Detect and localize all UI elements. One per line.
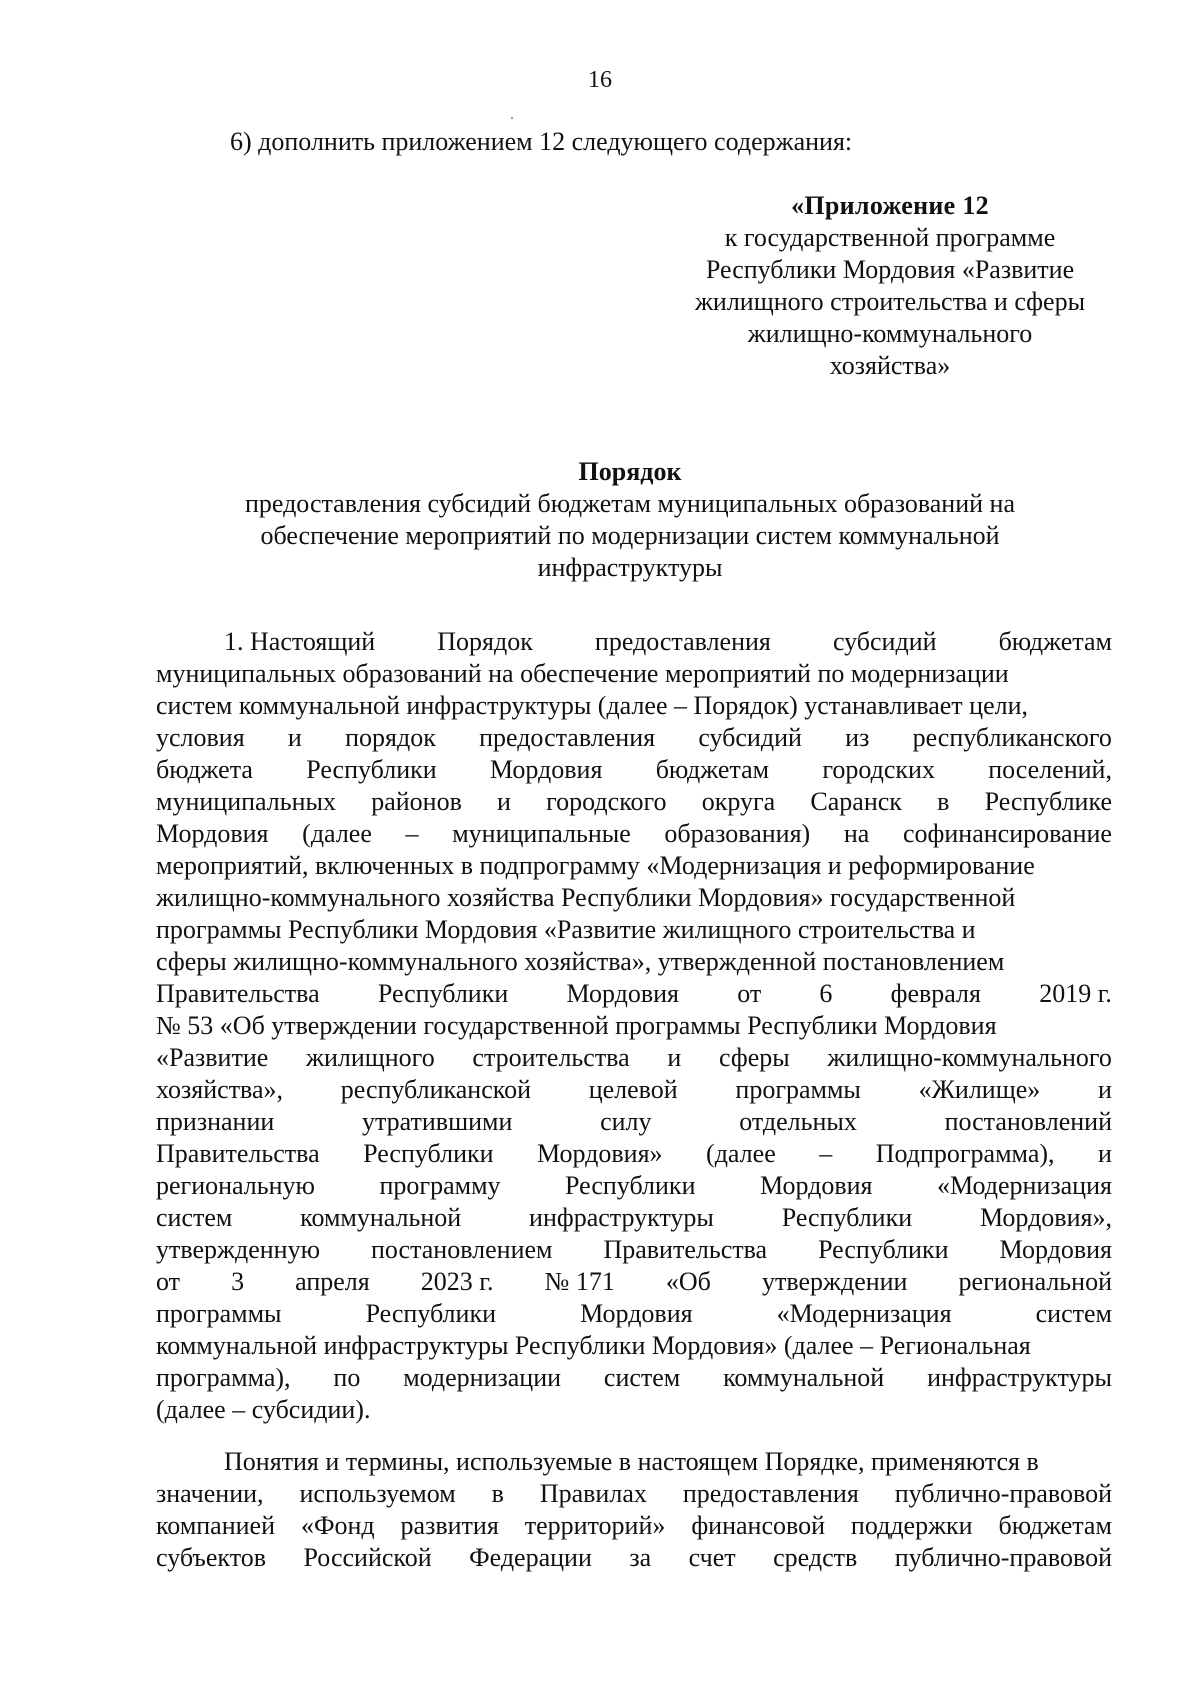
text-segment: 1. Настоящий: [224, 627, 376, 656]
scan-speck: [511, 117, 513, 119]
text-line: [156, 1362, 1112, 1394]
text-segment: № 53 «Об утверждении государственной программы Республики Мордовия: [156, 1011, 997, 1040]
text-segment: от: [156, 1267, 181, 1296]
text-segment: муниципальных: [156, 787, 337, 816]
text-line: [156, 1330, 1112, 1362]
text-segment: поселений,: [988, 755, 1112, 784]
amendment-item: 6) дополнить приложением 12 следующего содержания:: [230, 127, 853, 156]
text-line: [156, 1042, 1112, 1074]
text-segment: бюджетам: [998, 627, 1112, 656]
text-segment: систем: [603, 1363, 681, 1392]
appendix-line: к государственной программе: [724, 223, 1056, 252]
text-segment: программы: [156, 1299, 282, 1328]
title-line: обеспечение мероприятий по модернизации систем коммунальной: [260, 521, 1000, 550]
text-segment: Подпрограмма),: [875, 1139, 1055, 1168]
text-segment: и: [287, 723, 302, 752]
text-segment: в: [491, 1479, 504, 1508]
text-segment: значении,: [156, 1479, 264, 1508]
text-segment: бюджета: [156, 755, 253, 784]
text-segment: бюджетам: [998, 1511, 1112, 1540]
text-segment: –: [819, 1139, 833, 1168]
text-segment: муниципальных образований на обеспечение мероприятий по модернизации: [156, 659, 1009, 688]
text-segment: силу: [600, 1107, 652, 1136]
text-segment: Саранск: [810, 787, 902, 816]
text-segment: субъектов: [156, 1543, 267, 1572]
text-line: [156, 1106, 1112, 1138]
text-segment: Мордовия»: [537, 1139, 663, 1168]
text-segment: публично-правовой: [894, 1479, 1112, 1508]
text-segment: компанией: [156, 1511, 276, 1540]
text-segment: региональную: [156, 1171, 315, 1200]
text-segment: Мордовия: [489, 755, 603, 784]
text-line: [156, 1298, 1112, 1330]
text-segment: систем коммунальной инфраструктуры (далее – Порядок) устанавливает цели,: [156, 691, 1029, 720]
text-line: [156, 1010, 1112, 1042]
text-line: [156, 914, 1112, 946]
text-segment: жилищно-коммунального: [827, 1043, 1112, 1072]
text-segment: строительства: [472, 1043, 630, 1072]
paragraph-1: [156, 626, 1112, 1426]
text-segment: Правительства: [603, 1235, 768, 1264]
text-line: [156, 1074, 1112, 1106]
text-line: [156, 626, 1112, 658]
text-segment: Республики: [565, 1171, 696, 1200]
text-line: [156, 1138, 1112, 1170]
text-segment: используемом: [299, 1479, 456, 1508]
text-segment: жилищного: [305, 1043, 435, 1072]
appendix-line: Республики Мордовия «Развитие: [705, 255, 1075, 284]
text-segment: Порядок: [437, 627, 533, 656]
text-segment: утвержденную: [156, 1235, 321, 1264]
text-segment: целевой: [588, 1075, 678, 1104]
text-segment: «Модернизация: [776, 1299, 952, 1328]
text-segment: программу: [379, 1171, 501, 1200]
text-segment: и: [1098, 1139, 1112, 1168]
text-line: [156, 754, 1112, 786]
text-line: [156, 1394, 1112, 1426]
text-segment: и: [667, 1043, 682, 1072]
text-segment: Федерации: [469, 1543, 592, 1572]
text-segment: региональной: [958, 1267, 1112, 1296]
text-segment: коммунальной инфраструктуры Республики Мордовия» (далее – Региональная: [156, 1331, 1031, 1360]
text-segment: образования): [664, 819, 811, 848]
text-segment: признании: [156, 1107, 275, 1136]
text-segment: финансовой: [691, 1511, 825, 1540]
text-segment: 2023 г.: [420, 1267, 494, 1296]
appendix-line: хозяйства»: [829, 351, 951, 380]
text-segment: (далее: [302, 819, 372, 848]
text-line: [156, 882, 1112, 914]
text-segment: публично-правовой: [894, 1543, 1112, 1572]
title-line: инфраструктуры: [537, 553, 723, 582]
text-segment: республиканского: [912, 723, 1112, 752]
text-segment: предоставления: [682, 1479, 859, 1508]
text-segment: Мордовия: [760, 1171, 873, 1200]
text-segment: Республики: [365, 1299, 496, 1328]
text-segment: инфраструктуры: [927, 1363, 1112, 1392]
text-segment: коммунальной: [300, 1203, 462, 1232]
text-segment: районов: [371, 787, 462, 816]
text-segment: Республике: [984, 787, 1112, 816]
text-segment: Российской: [303, 1543, 432, 1572]
text-segment: сферы жилищно-коммунального хозяйства», утвержденной постановлением: [156, 947, 1005, 976]
text-segment: постановлений: [944, 1107, 1112, 1136]
text-line: [156, 1170, 1112, 1202]
text-segment: Республики: [377, 979, 509, 1008]
text-segment: бюджетам: [655, 755, 770, 784]
text-segment: «Об: [665, 1267, 711, 1296]
text-segment: программы Республики Мордовия «Развитие жилищного строительства и: [156, 915, 976, 944]
text-line: [156, 818, 1112, 850]
text-segment: условия: [156, 723, 245, 752]
text-segment: программы: [735, 1075, 861, 1104]
text-segment: постановлением: [370, 1235, 553, 1264]
text-segment: «Модернизация: [937, 1171, 1112, 1200]
text-segment: утратившими: [361, 1107, 513, 1136]
text-line: [156, 850, 1112, 882]
text-segment: (далее – субсидии).: [156, 1395, 371, 1424]
text-segment: утверждении: [761, 1267, 908, 1296]
text-segment: Республики: [306, 755, 437, 784]
text-segment: поддержки: [850, 1511, 973, 1540]
text-segment: Понятия и термины, используемые в настоящем Порядке, применяются в: [224, 1447, 1039, 1476]
text-segment: софинансирование: [903, 819, 1112, 848]
paragraph-2: [156, 1446, 1112, 1574]
text-segment: порядок: [345, 723, 436, 752]
text-segment: на: [843, 819, 870, 848]
text-segment: счет: [688, 1543, 736, 1572]
text-line: [156, 1510, 1112, 1542]
text-segment: апреля: [295, 1267, 370, 1296]
text-segment: Мордовия: [566, 979, 679, 1008]
appendix-line: жилищного строительства и сферы: [694, 287, 1086, 316]
text-segment: субсидий: [698, 723, 802, 752]
text-segment: предоставления: [479, 723, 656, 752]
text-segment: Правительства: [156, 1139, 320, 1168]
text-segment: коммунальной: [723, 1363, 885, 1392]
text-line: [156, 978, 1112, 1010]
text-segment: жилищно-коммунального хозяйства Республики Мордовия» государственной: [156, 883, 1016, 912]
page-number: 16: [588, 67, 612, 93]
text-segment: Мордовия: [156, 819, 269, 848]
text-line: [156, 658, 1112, 690]
text-segment: Правительства: [156, 979, 320, 1008]
appendix-header: [670, 190, 1110, 382]
title-main: Порядок: [578, 457, 682, 486]
text-segment: Республики: [781, 1203, 913, 1232]
text-segment: «Фонд: [300, 1511, 375, 1540]
text-segment: в: [937, 787, 950, 816]
text-segment: 2019 г.: [1039, 979, 1112, 1008]
text-line: [156, 786, 1112, 818]
text-line: [156, 946, 1112, 978]
text-segment: от: [737, 979, 762, 1008]
text-segment: городских: [822, 755, 935, 784]
text-segment: мероприятий, включенных в подпрограмму «Модернизация и реформирование: [156, 851, 1035, 880]
text-line: [156, 1234, 1112, 1266]
text-segment: муниципальные: [452, 819, 631, 848]
text-segment: систем: [156, 1203, 233, 1232]
text-segment: Мордовия: [580, 1299, 693, 1328]
appendix-line: жилищно-коммунального: [747, 319, 1033, 348]
text-segment: инфраструктуры: [529, 1203, 714, 1232]
text-segment: и: [1098, 1075, 1112, 1104]
text-segment: программа),: [156, 1363, 291, 1392]
text-segment: февраля: [890, 979, 981, 1008]
text-segment: хозяйства»,: [156, 1075, 284, 1104]
text-segment: Мордовия: [999, 1235, 1112, 1264]
text-line: [156, 690, 1112, 722]
text-segment: из: [845, 723, 870, 752]
text-segment: отдельных: [739, 1107, 857, 1136]
text-line: [156, 1542, 1112, 1574]
text-line: [156, 1202, 1112, 1234]
text-line: [156, 1446, 1112, 1478]
text-line: [156, 1266, 1112, 1298]
text-segment: территорий»: [524, 1511, 666, 1540]
text-segment: городского: [546, 787, 667, 816]
text-segment: развития: [400, 1511, 499, 1540]
text-segment: 3: [231, 1267, 245, 1296]
text-segment: округа: [701, 787, 776, 816]
text-segment: Республики: [818, 1235, 949, 1264]
text-segment: № 171: [544, 1267, 615, 1296]
text-segment: (далее: [706, 1139, 776, 1168]
text-segment: модернизации: [403, 1363, 562, 1392]
text-line: [156, 1478, 1112, 1510]
text-segment: Республики: [363, 1139, 494, 1168]
text-line: [156, 722, 1112, 754]
text-segment: –: [405, 819, 419, 848]
document-title: [150, 456, 1110, 584]
text-segment: и: [497, 787, 511, 816]
text-segment: «Жилище»: [918, 1075, 1041, 1104]
text-segment: 6: [819, 979, 833, 1008]
text-segment: по: [333, 1363, 361, 1392]
text-segment: средств: [773, 1543, 858, 1572]
title-line: предоставления субсидий бюджетам муниципальных образований на: [244, 489, 1016, 518]
text-segment: республиканской: [340, 1075, 531, 1104]
appendix-heading: «Приложение 12: [791, 191, 989, 220]
text-segment: Мордовия»,: [979, 1203, 1112, 1232]
text-segment: субсидий: [832, 627, 937, 656]
text-segment: за: [629, 1543, 652, 1572]
text-segment: предоставления: [594, 627, 771, 656]
text-segment: систем: [1035, 1299, 1112, 1328]
text-segment: сферы: [718, 1043, 790, 1072]
text-segment: Правилах: [539, 1479, 647, 1508]
text-segment: «Развитие: [156, 1043, 269, 1072]
